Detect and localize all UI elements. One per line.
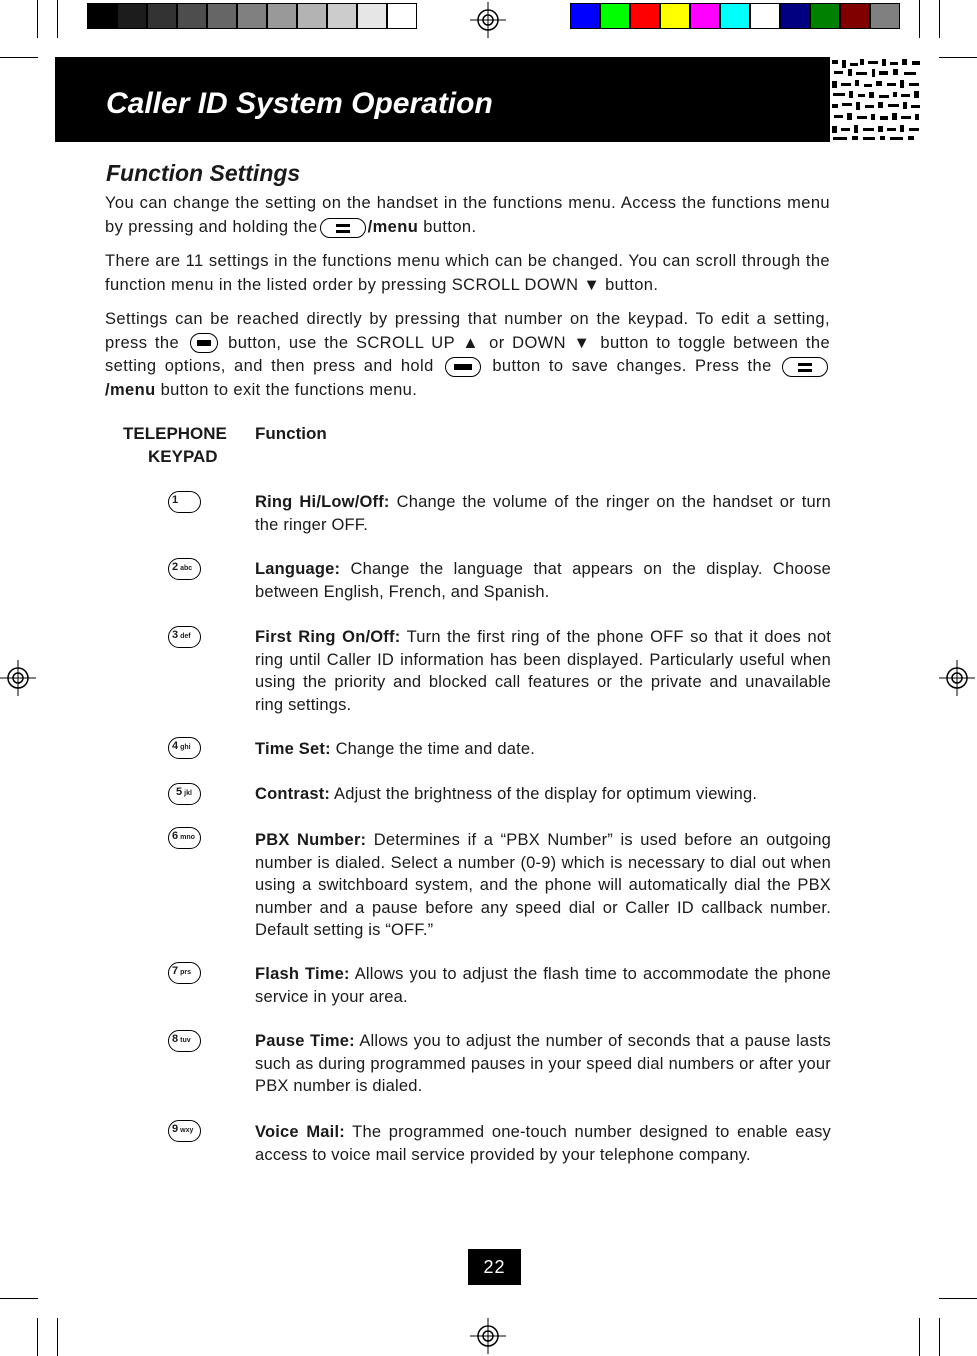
color-swatch: [117, 3, 147, 29]
crop-mark: [57, 1318, 58, 1356]
color-swatch: [267, 3, 297, 29]
function-name: First Ring On/Off:: [255, 628, 401, 646]
crop-mark: [939, 0, 940, 38]
keypad-key-2: 2 abc: [168, 558, 201, 580]
menu-label: /menu: [105, 380, 156, 399]
function-name: Pause Time:: [255, 1032, 355, 1050]
keypad-key-1: 1: [168, 491, 201, 513]
function-entry-language: [255, 558, 831, 603]
color-swatch: [327, 3, 357, 29]
color-swatch: [780, 3, 810, 29]
function-entry-voice-mail: [255, 1121, 831, 1166]
crop-mark: [939, 1318, 940, 1356]
paragraph-text: button to save changes. Press the: [492, 357, 772, 375]
function-entry-contrast: [255, 783, 831, 806]
registration-mark-icon: [470, 1318, 506, 1354]
section-title: Function Settings: [106, 160, 301, 186]
triangle-down-icon: ▼: [583, 276, 601, 294]
color-swatch: [387, 3, 417, 29]
color-swatch: [147, 3, 177, 29]
paragraph-text: button to toggle between the setting options, and then press and hold: [105, 333, 831, 375]
function-name: Language:: [255, 560, 341, 578]
page-title: Caller ID System Operation: [106, 87, 493, 120]
color-swatch: [870, 3, 900, 29]
paragraph-text: button.: [600, 276, 659, 294]
crop-mark: [939, 57, 977, 58]
select-button-icon: [190, 333, 218, 353]
function-name: Time Set:: [255, 740, 331, 758]
function-desc: The programmed one-touch number designed to enable easy access to voice mail service provided by your telephone company.: [255, 1123, 832, 1164]
paragraph-text: button.: [418, 218, 477, 236]
color-swatch: [630, 3, 660, 29]
crop-mark: [919, 1318, 920, 1356]
function-desc: Adjust the brightness of the display for optimum viewing.: [330, 785, 758, 803]
function-desc: Change the language that appears on the display. Choose between English, French, and Spanish.: [255, 560, 831, 601]
header-line: KEYPAD: [148, 447, 218, 466]
color-swatch: [750, 3, 780, 29]
registration-mark-icon: [470, 2, 506, 38]
paragraph-text: button to exit the functions menu.: [155, 380, 418, 399]
color-swatch: [207, 3, 237, 29]
triangle-up-icon: ▲: [462, 333, 482, 352]
barcode-icon: [830, 57, 922, 142]
menu-button-icon: [320, 218, 366, 238]
color-swatch: [177, 3, 207, 29]
crop-mark: [57, 0, 58, 38]
intro-paragraph-1: [105, 191, 830, 239]
color-swatch: [600, 3, 630, 29]
function-desc: Determines if a “PBX Number” is used before an outgoing number is dialed. Select a number (0-9) which is necessary to dial out when using a switchboard system, and the phone will automatically dial the PBX number and a pause before any speed dial or Caller ID callback number. Default setting is “OFF.”: [255, 831, 831, 939]
color-swatch: [237, 3, 267, 29]
registration-mark-icon: [939, 660, 975, 696]
color-swatch: [297, 3, 327, 29]
function-entry-pause-time: [255, 1030, 831, 1098]
paragraph-text: You can change the setting on the handset in the functions menu. Access the functions menu by pressing and holding the: [105, 194, 830, 236]
function-entry-time-set: [255, 738, 831, 761]
crop-mark: [0, 1298, 38, 1299]
function-name: Contrast:: [255, 785, 331, 803]
select-button-icon: [445, 357, 481, 377]
function-desc: Turn the first ring of the phone OFF so that it does not ring until Caller ID information has been displayed. Particularly useful when using the priority and blocked call features or the private and unavailable ring settings.: [255, 628, 832, 714]
color-swatch: [690, 3, 720, 29]
function-desc: Allows you to adjust the flash time to accommodate the phone service in your area.: [255, 965, 831, 1006]
crop-mark: [37, 0, 38, 38]
keypad-key-8: 8 tuv: [168, 1030, 201, 1052]
keypad-column-header: [123, 424, 227, 467]
keypad-key-4: 4 ghi: [168, 737, 201, 759]
paragraph-text: button, use the SCROLL UP: [228, 333, 455, 352]
menu-label: /menu: [367, 218, 419, 236]
registration-mark-icon: [0, 660, 36, 696]
function-name: Ring Hi/Low/Off:: [255, 493, 390, 511]
color-swatch: [840, 3, 870, 29]
crop-mark: [939, 1298, 977, 1299]
function-name: Flash Time:: [255, 965, 350, 983]
color-swatch: [87, 3, 117, 29]
color-swatch: [660, 3, 690, 29]
crop-mark: [37, 1318, 38, 1356]
function-name: PBX Number:: [255, 831, 367, 849]
paragraph-text: There are 11 settings in the functions menu which can be changed. You can scroll through the function menu in the listed order by pressing SCROLL DOWN: [105, 252, 830, 294]
function-entry-ring: [255, 491, 831, 536]
function-name: Voice Mail:: [255, 1123, 345, 1141]
keypad-key-7: 7 prs: [168, 962, 201, 984]
color-swatch: [810, 3, 840, 29]
intro-paragraph-3: [105, 308, 830, 402]
intro-paragraph-2: [105, 249, 830, 297]
color-swatch: [570, 3, 600, 29]
function-desc: Change the time and date.: [330, 740, 536, 758]
function-desc: Change the volume of the ringer on the handset or turn the ringer OFF.: [255, 493, 831, 534]
keypad-key-9: 9 wxy: [168, 1120, 201, 1142]
crop-mark: [0, 57, 38, 58]
function-entry-pbx: [255, 829, 831, 942]
color-swatch: [720, 3, 750, 29]
function-entry-flash-time: [255, 963, 831, 1008]
header-line: TELEPHONE: [123, 424, 227, 443]
function-entry-first-ring: [255, 626, 831, 716]
keypad-key-5: 5 jkl: [168, 783, 201, 805]
function-desc: Allows you to adjust the number of seconds that a pause lasts such as during programmed pauses in your speed dial numbers or after your PBX number is dialed.: [255, 1032, 831, 1095]
crop-mark: [919, 0, 920, 38]
keypad-key-6: 6 mno: [168, 827, 201, 849]
paragraph-text: Settings can be reached directly by pressing that number on the keypad. To edit a setting, press the: [105, 310, 830, 352]
function-column-header: Function: [255, 424, 327, 443]
color-swatch: [357, 3, 387, 29]
menu-button-icon: [782, 357, 828, 377]
paragraph-text: or DOWN: [489, 333, 566, 352]
triangle-down-icon: ▼: [573, 333, 593, 352]
page-number: 22: [468, 1249, 521, 1285]
keypad-key-3: 3 def: [168, 626, 201, 648]
